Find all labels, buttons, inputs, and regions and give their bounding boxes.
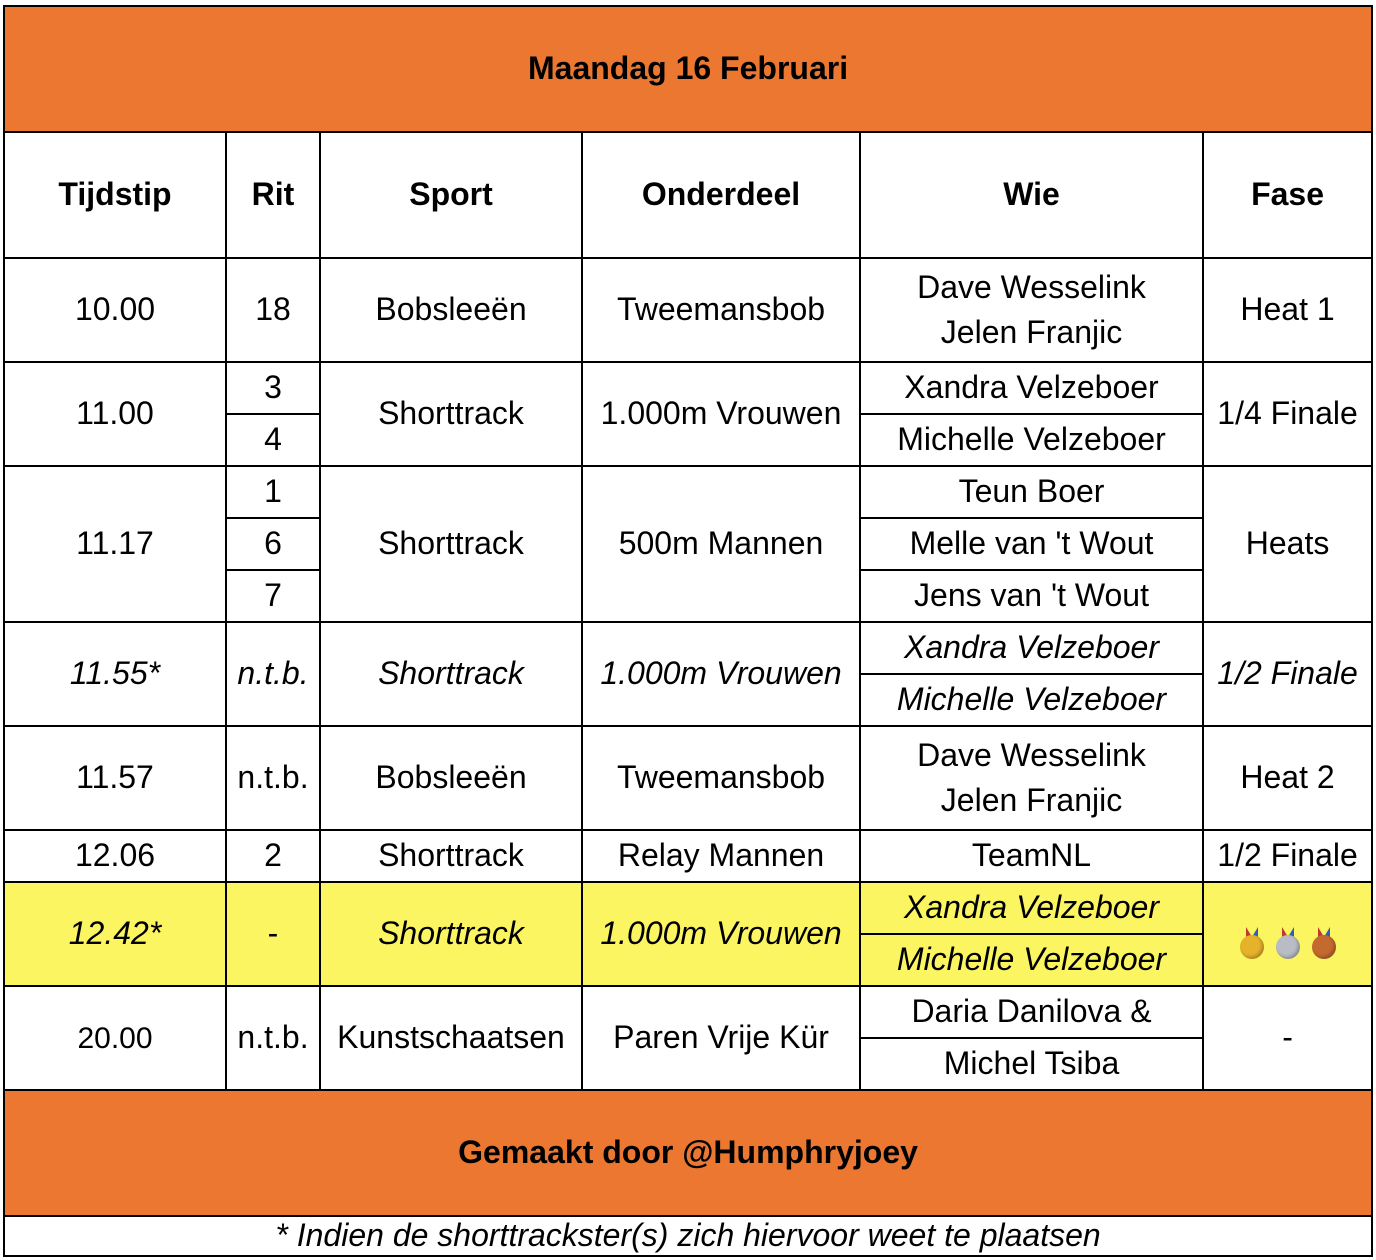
- phase-cell: Heats: [1203, 466, 1372, 622]
- schedule-row-highlighted: [4, 882, 1372, 934]
- rit-cell: n.t.b.: [226, 726, 320, 830]
- time-cell: 20.00: [4, 986, 226, 1090]
- athlete-name: Dave Wesselink: [917, 268, 1146, 305]
- athlete-name: Michelle Velzeboer: [860, 414, 1203, 466]
- day-title: Maandag 16 Februari: [4, 6, 1372, 132]
- header-wie: Wie: [860, 132, 1203, 258]
- rit-cell: 18: [226, 258, 320, 362]
- event-cell: Tweemansbob: [582, 258, 860, 362]
- event-cell: 1.000m Vrouwen: [582, 622, 860, 726]
- time-cell: 11.17: [4, 466, 226, 622]
- header-tijdstip: Tijdstip: [4, 132, 226, 258]
- athlete-name: Dave Wesselink: [917, 736, 1146, 773]
- event-cell: Relay Mannen: [582, 830, 860, 882]
- time-cell: 12.42*: [4, 882, 226, 986]
- event-cell: Paren Vrije Kür: [582, 986, 860, 1090]
- time-cell: 11.00: [4, 362, 226, 466]
- event-cell: Tweemansbob: [582, 726, 860, 830]
- schedule-table: [3, 5, 1373, 1257]
- header-rit: Rit: [226, 132, 320, 258]
- silver-medal-icon: [1276, 927, 1300, 959]
- phase-cell: 1/2 Finale: [1203, 622, 1372, 726]
- athlete-name: Michelle Velzeboer: [860, 674, 1203, 726]
- footnote: * Indien de shorttrackster(s) zich hiervoor weet te plaatsen: [4, 1216, 1372, 1256]
- athlete-name: Teun Boer: [860, 466, 1203, 518]
- rit-cell: 1: [226, 466, 320, 518]
- schedule-row: [4, 466, 1372, 518]
- sport-cell: Shorttrack: [320, 830, 582, 882]
- event-cell: 500m Mannen: [582, 466, 860, 622]
- sport-cell: Bobsleeën: [320, 726, 582, 830]
- header-fase: Fase: [1203, 132, 1372, 258]
- athlete-name: Michelle Velzeboer: [860, 934, 1203, 986]
- phase-cell: -: [1203, 986, 1372, 1090]
- phase-cell: [1203, 882, 1372, 986]
- schedule-row: [4, 830, 1372, 882]
- rit-cell: 3: [226, 362, 320, 414]
- athlete-name: Jelen Franjic: [940, 314, 1123, 350]
- header-row: [4, 132, 1372, 258]
- rit-cell: n.t.b.: [226, 986, 320, 1090]
- sport-cell: Bobsleeën: [320, 258, 582, 362]
- athlete-name: Xandra Velzeboer: [860, 882, 1203, 934]
- sport-cell: Shorttrack: [320, 362, 582, 466]
- athlete-name: Michel Tsiba: [860, 1038, 1203, 1090]
- time-cell: 11.55*: [4, 622, 226, 726]
- time-cell: 11.57: [4, 726, 226, 830]
- schedule-row: [4, 258, 1372, 362]
- medal-icons: [1240, 927, 1336, 959]
- athlete-name: Xandra Velzeboer: [860, 622, 1203, 674]
- who-cell: [860, 726, 1203, 830]
- phase-cell: Heat 2: [1203, 726, 1372, 830]
- rit-cell: n.t.b.: [226, 622, 320, 726]
- event-cell: 1.000m Vrouwen: [582, 882, 860, 986]
- athlete-name: Melle van 't Wout: [860, 518, 1203, 570]
- athlete-name: Jens van 't Wout: [860, 570, 1203, 622]
- event-cell: 1.000m Vrouwen: [582, 362, 860, 466]
- rit-cell: -: [226, 882, 320, 986]
- phase-cell: 1/4 Finale: [1203, 362, 1372, 466]
- sport-cell: Kunstschaatsen: [320, 986, 582, 1090]
- rit-cell: 7: [226, 570, 320, 622]
- schedule-row: [4, 726, 1372, 830]
- athlete-name: TeamNL: [860, 830, 1203, 882]
- credit-footer: Gemaakt door @Humphryjoey: [4, 1090, 1372, 1216]
- athlete-name: Xandra Velzeboer: [860, 362, 1203, 414]
- sport-cell: Shorttrack: [320, 882, 582, 986]
- time-cell: 12.06: [4, 830, 226, 882]
- athlete-name: Jelen Franjic: [940, 782, 1123, 818]
- rit-cell: 4: [226, 414, 320, 466]
- schedule-row: [4, 622, 1372, 674]
- bronze-medal-icon: [1312, 927, 1336, 959]
- sport-cell: Shorttrack: [320, 466, 582, 622]
- header-sport: Sport: [320, 132, 582, 258]
- rit-cell: 2: [226, 830, 320, 882]
- phase-cell: 1/2 Finale: [1203, 830, 1372, 882]
- header-onderdeel: Onderdeel: [582, 132, 860, 258]
- time-cell: 10.00: [4, 258, 226, 362]
- athlete-name: Daria Danilova &: [860, 986, 1203, 1038]
- schedule-row: [4, 986, 1372, 1038]
- phase-cell: Heat 1: [1203, 258, 1372, 362]
- rit-cell: 6: [226, 518, 320, 570]
- sport-cell: Shorttrack: [320, 622, 582, 726]
- schedule-row: [4, 362, 1372, 414]
- who-cell: [860, 258, 1203, 362]
- gold-medal-icon: [1240, 927, 1264, 959]
